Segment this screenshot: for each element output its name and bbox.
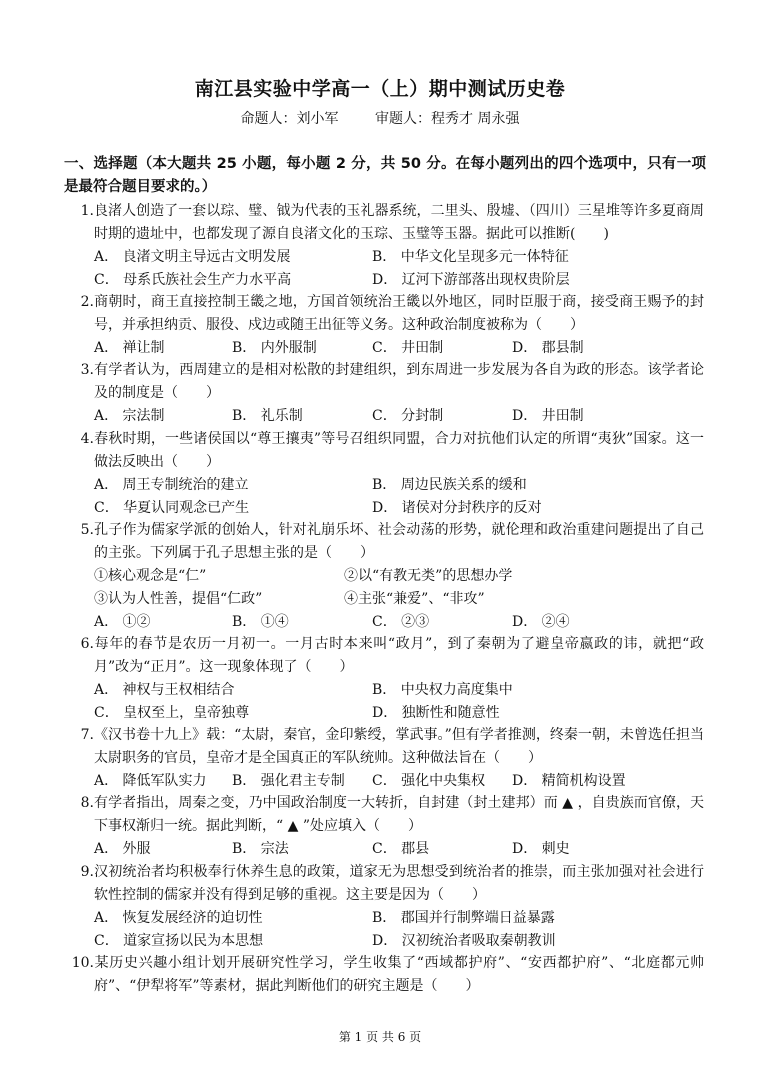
section-heading: 一、选择题（本大题共 25 小题，每小题 2 分，共 50 分。在每小题列出的四个选项中，只有一项是最符合题目要求的。） <box>64 156 706 195</box>
statement-4: ④主张“兼爱”、“非攻” <box>344 591 485 607</box>
option-b: B． 礼乐制 <box>232 408 303 424</box>
option-c: C． ②③ <box>372 614 430 630</box>
statement-2: ②以“有教无类”的思想办学 <box>344 568 513 584</box>
question-7 <box>64 724 704 793</box>
option-d: D． 精简机构设置 <box>512 773 626 789</box>
option-d: D． ②④ <box>512 614 570 630</box>
question-4 <box>64 428 704 520</box>
options-row <box>94 770 704 793</box>
option-b: B． ①④ <box>232 614 289 630</box>
option-c: C． 母系氏族社会生产力水平高 <box>94 272 292 288</box>
option-d: D． 辽河下游部落出现权贵阶层 <box>372 272 570 288</box>
options-row <box>94 269 704 292</box>
question-stem: 每年的春节是农历一月初一。一月古时本来叫“政月”，到了秦朝为了避皇帝嬴政的讳，就把“政月”改为“正月”。这一现象体现了（ ） <box>94 636 704 675</box>
option-d: D． 井田制 <box>512 408 584 424</box>
option-b: B． 中央权力高度集中 <box>372 682 513 698</box>
question-1 <box>64 200 704 292</box>
question-6 <box>64 633 704 725</box>
question-stem: 孔子作为儒家学派的创始人，针对礼崩乐坏、社会动荡的形势，就伦理和政治重建问题提出了自己的主张。下列属于孔子思想主张的是（ ） <box>94 522 704 561</box>
options-row <box>94 702 704 725</box>
option-c: C． 郡县 <box>372 841 430 857</box>
question-stem: 商朝时，商王直接控制王畿之地，方国首领统治王畿以外地区，同时臣服于商，接受商王赐予的封号，并承担纳贡、服役、戍边或随王出征等义务。这种政治制度被称为（ ） <box>94 294 704 333</box>
options-row <box>94 405 704 428</box>
option-a: A． 良渚文明主导远古文明发展 <box>94 249 291 265</box>
question-number: 3. <box>80 362 94 378</box>
question-number: 4. <box>80 431 94 447</box>
question-stem: 有学者认为，西周建立的是相对松散的封建组织，到东周进一步发展为各自为政的形态。该学者论及的制度是（ ） <box>94 362 704 401</box>
options-row <box>94 337 704 360</box>
option-d: D． 诸侯对分封秩序的反对 <box>372 500 542 516</box>
question-stem: 汉初统治者均积极奉行休养生息的政策，道家无为思想受到统治者的推崇，而主张加强对社会进行软性控制的儒家并没有得到足够的重视。这主要是因为（ ） <box>94 864 704 903</box>
option-a: A． 周王专制统治的建立 <box>94 477 249 493</box>
reviewers: 审题人：程秀才 周永强 <box>375 111 520 127</box>
options-row <box>94 611 704 634</box>
authors-line <box>0 108 760 128</box>
option-b: B． 宗法 <box>232 841 289 857</box>
option-a: A． 神权与王权相结合 <box>94 682 235 698</box>
option-b: B． 内外服制 <box>232 340 317 356</box>
question-8 <box>64 792 704 861</box>
question-2 <box>64 291 704 360</box>
question-stem: 春秋时期，一些诸侯国以“尊王攘夷”等号召组织同盟，合力对抗他们认定的所谓“夷狄”国家。这一做法反映出（ ） <box>94 431 704 470</box>
option-d: D． 刺史 <box>512 841 570 857</box>
question-9 <box>64 861 704 953</box>
option-c: C． 华夏认同观念已产生 <box>94 500 250 516</box>
question-number: 2. <box>80 294 94 310</box>
option-a: A． 宗法制 <box>94 408 165 424</box>
option-d: D． 独断性和随意性 <box>372 705 500 721</box>
option-d: D． 汉初统治者吸取秦朝教训 <box>372 933 556 949</box>
option-c: C． 强化中央集权 <box>372 773 486 789</box>
options-row <box>94 930 704 953</box>
option-c: C． 皇权至上，皇帝独尊 <box>94 705 250 721</box>
option-a: A． 禅让制 <box>94 340 165 356</box>
exam-title: 南江县实验中学高一（上）期中测试历史卷 <box>194 78 566 100</box>
option-a: A． 降低军队实力 <box>94 773 207 789</box>
option-b: B． 周边民族关系的缓和 <box>372 477 527 493</box>
question-5 <box>64 519 704 634</box>
question-3 <box>64 359 704 428</box>
question-number: 8. <box>80 795 94 811</box>
question-number: 9. <box>80 864 94 880</box>
author: 命题人：刘小军 <box>240 111 339 127</box>
option-b: B． 郡国并行制弊端日益暴露 <box>372 910 555 926</box>
question-number: 10. <box>71 955 94 971</box>
option-b: B． 中华文化呈现多元一体特征 <box>372 249 569 265</box>
option-d: D． 郡县制 <box>512 340 584 356</box>
option-a: A． 恢复发展经济的迫切性 <box>94 910 263 926</box>
question-stem: 某历史兴趣小组计划开展研究性学习，学生收集了“西域都护府”、“安西都护府”、“北庭都元帅府”、“伊犁将军”等素材，据此判断他们的研究主题是（ ） <box>94 955 704 994</box>
question-number: 7. <box>80 727 94 743</box>
option-c: C． 分封制 <box>372 408 444 424</box>
statement-3: ③认为人性善，提倡“仁政” <box>94 591 263 607</box>
statement-1: ①核心观念是“仁” <box>94 568 207 584</box>
option-a: A． ①② <box>94 614 151 630</box>
question-number: 5. <box>80 522 94 538</box>
statements-row <box>94 588 704 611</box>
question-number: 6. <box>80 636 94 652</box>
options-row <box>94 246 704 269</box>
options-row <box>94 679 704 702</box>
question-10 <box>64 952 704 998</box>
question-stem: 有学者指出，周秦之变，乃中国政治制度一大转折，自封建（封土建邦）而 ▲ ，自贵族而官僚，天下事权渐归一统。据此判断，“ ▲ ”处应填入（ ） <box>94 795 704 834</box>
statements-row <box>94 565 704 588</box>
question-stem: 《汉书卷十九上》载：“太尉，秦官，金印紫绶，掌武事。”但有学者推测，终秦一朝，未曾选任担当太尉职务的官员，皇帝才是全国真正的军队统帅。这种做法旨在（ ） <box>94 727 704 766</box>
options-row <box>94 838 704 861</box>
option-b: B． 强化君主专制 <box>232 773 345 789</box>
option-c: C． 道家宣扬以民为本思想 <box>94 933 264 949</box>
question-number: 1. <box>80 203 94 219</box>
options-row <box>94 497 704 520</box>
page-footer: 第 1 页 共 6 页 <box>338 1030 422 1044</box>
options-row <box>94 907 704 930</box>
option-c: C． 井田制 <box>372 340 444 356</box>
question-stem: 良渚人创造了一套以琮、璧、钺为代表的玉礼器系统，二里头、殷墟、（四川）三星堆等许多夏商周时期的遗址中，也都发现了源自良渚文化的玉琮、玉璧等玉器。据此可以推断( ) <box>94 203 704 242</box>
options-row <box>94 474 704 497</box>
option-a: A． 外服 <box>94 841 151 857</box>
